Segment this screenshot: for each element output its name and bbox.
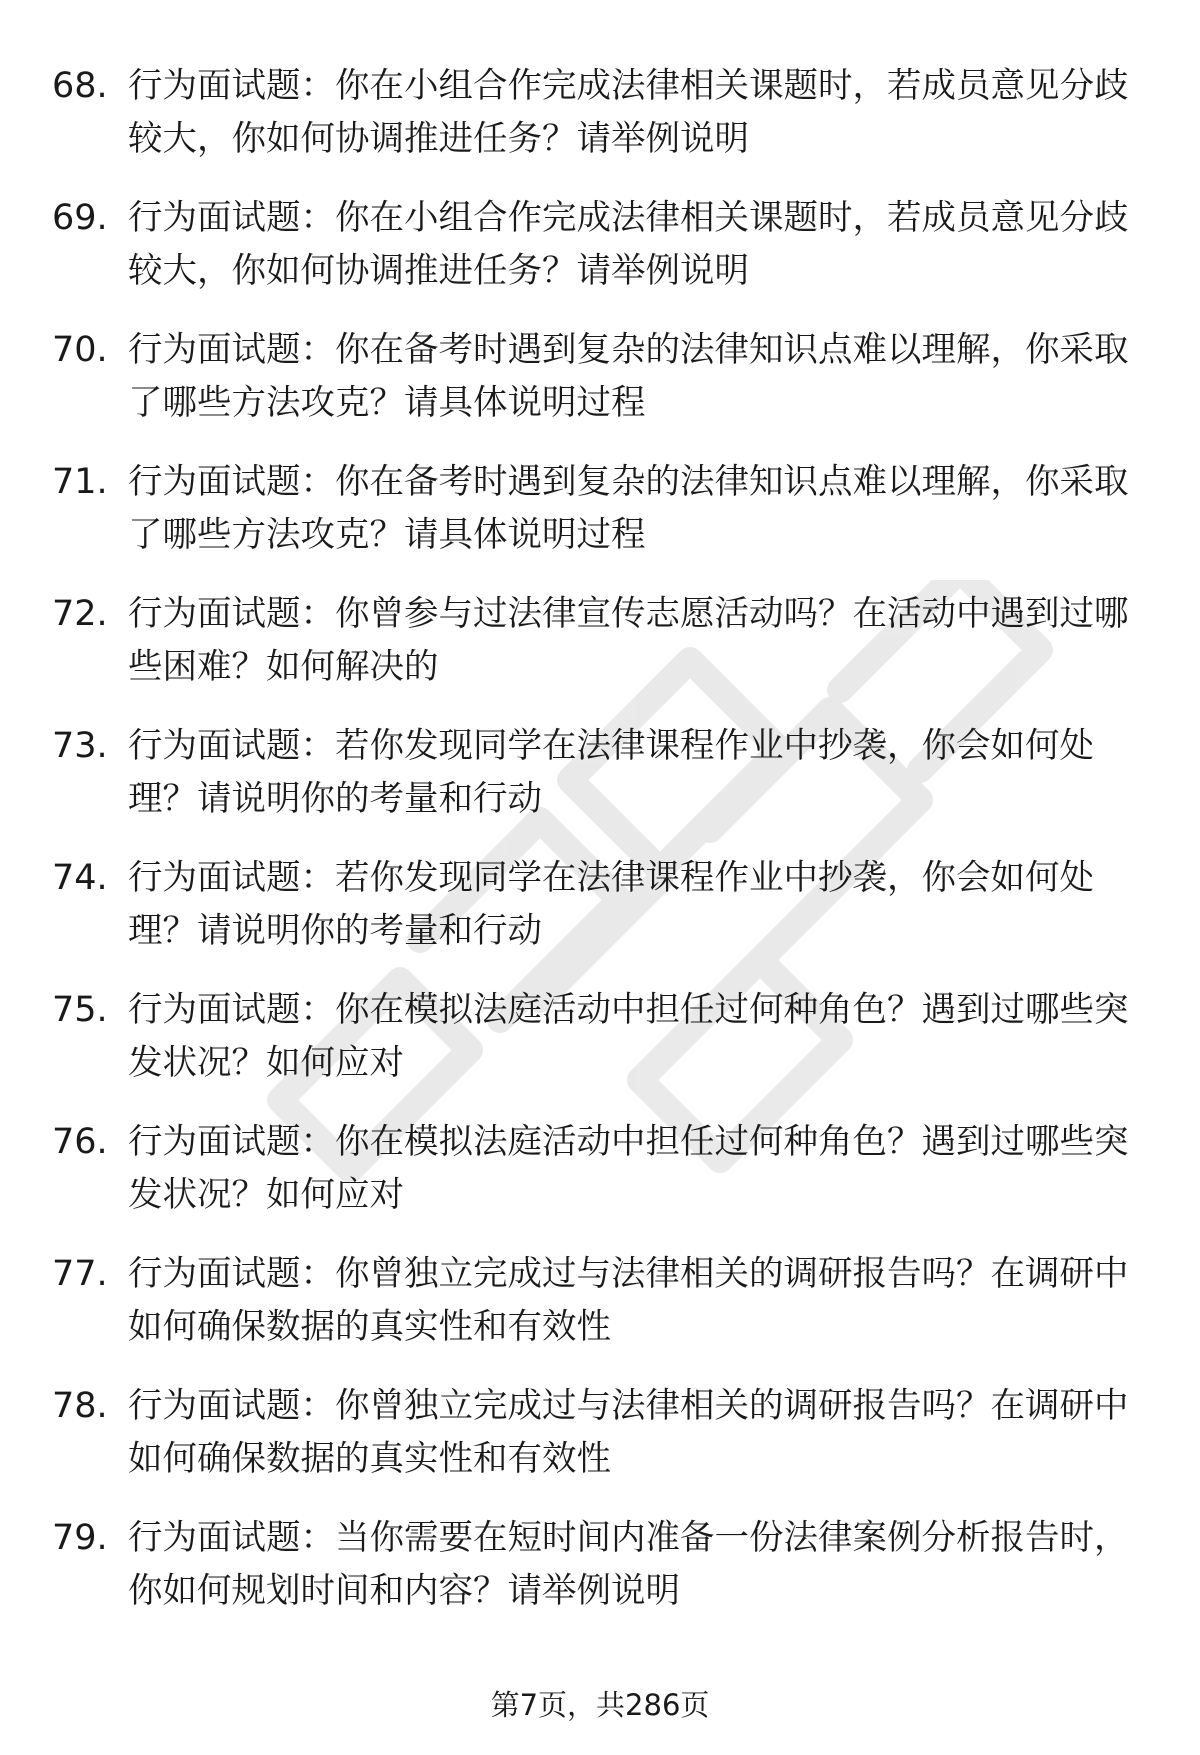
question-text: 行为面试题：你在小组合作完成法律相关课题时，若成员意见分歧较大，你如何协调推进任务？请举例说明 — [128, 198, 1129, 291]
question-text: 行为面试题：你曾参与过法律宣传志愿活动吗？在活动中遇到过哪些困难？如何解决的 — [128, 594, 1129, 687]
question-item — [52, 852, 1142, 971]
question-number: 73. — [52, 726, 108, 766]
question-item — [52, 456, 1142, 575]
question-number: 77. — [52, 1254, 108, 1294]
question-item — [52, 984, 1142, 1103]
page-indicator: 第7页，共286页 — [490, 1688, 710, 1722]
page-footer — [0, 1685, 1200, 1725]
question-text: 行为面试题：你在备考时遇到复杂的法律知识点难以理解，你采取了哪些方法攻克？请具体说明过程 — [128, 462, 1129, 555]
question-text: 行为面试题：若你发现同学在法律课程作业中抄袭，你会如何处理？请说明你的考量和行动 — [128, 726, 1094, 819]
question-list — [52, 60, 1142, 1644]
question-item — [52, 1512, 1142, 1631]
question-item — [52, 720, 1142, 839]
question-text: 行为面试题：当你需要在短时间内准备一份法律案例分析报告时，你如何规划时间和内容？请举例说明 — [128, 1518, 1129, 1611]
question-item — [52, 60, 1142, 179]
question-item — [52, 1248, 1142, 1367]
question-text: 行为面试题：你曾独立完成过与法律相关的调研报告吗？在调研中如何确保数据的真实性和有效性 — [128, 1254, 1129, 1347]
question-number: 70. — [52, 330, 108, 370]
question-number: 79. — [52, 1518, 108, 1558]
question-item — [52, 1380, 1142, 1499]
question-number: 75. — [52, 990, 108, 1030]
question-text: 行为面试题：你曾独立完成过与法律相关的调研报告吗？在调研中如何确保数据的真实性和有效性 — [128, 1386, 1129, 1479]
question-item — [52, 192, 1142, 311]
question-text: 行为面试题：若你发现同学在法律课程作业中抄袭，你会如何处理？请说明你的考量和行动 — [128, 858, 1094, 951]
question-item — [52, 588, 1142, 707]
question-text: 行为面试题：你在模拟法庭活动中担任过何种角色？遇到过哪些突发状况？如何应对 — [128, 990, 1129, 1083]
question-number: 68. — [52, 66, 108, 106]
question-text: 行为面试题：你在小组合作完成法律相关课题时，若成员意见分歧较大，你如何协调推进任务？请举例说明 — [128, 66, 1129, 159]
question-number: 76. — [52, 1122, 108, 1162]
question-number: 72. — [52, 594, 108, 634]
question-number: 71. — [52, 462, 108, 502]
question-item — [52, 1116, 1142, 1235]
question-number: 78. — [52, 1386, 108, 1426]
question-number: 74. — [52, 858, 108, 898]
question-text: 行为面试题：你在备考时遇到复杂的法律知识点难以理解，你采取了哪些方法攻克？请具体说明过程 — [128, 330, 1129, 423]
question-item — [52, 324, 1142, 443]
question-text: 行为面试题：你在模拟法庭活动中担任过何种角色？遇到过哪些突发状况？如何应对 — [128, 1122, 1129, 1215]
question-number: 69. — [52, 198, 108, 238]
